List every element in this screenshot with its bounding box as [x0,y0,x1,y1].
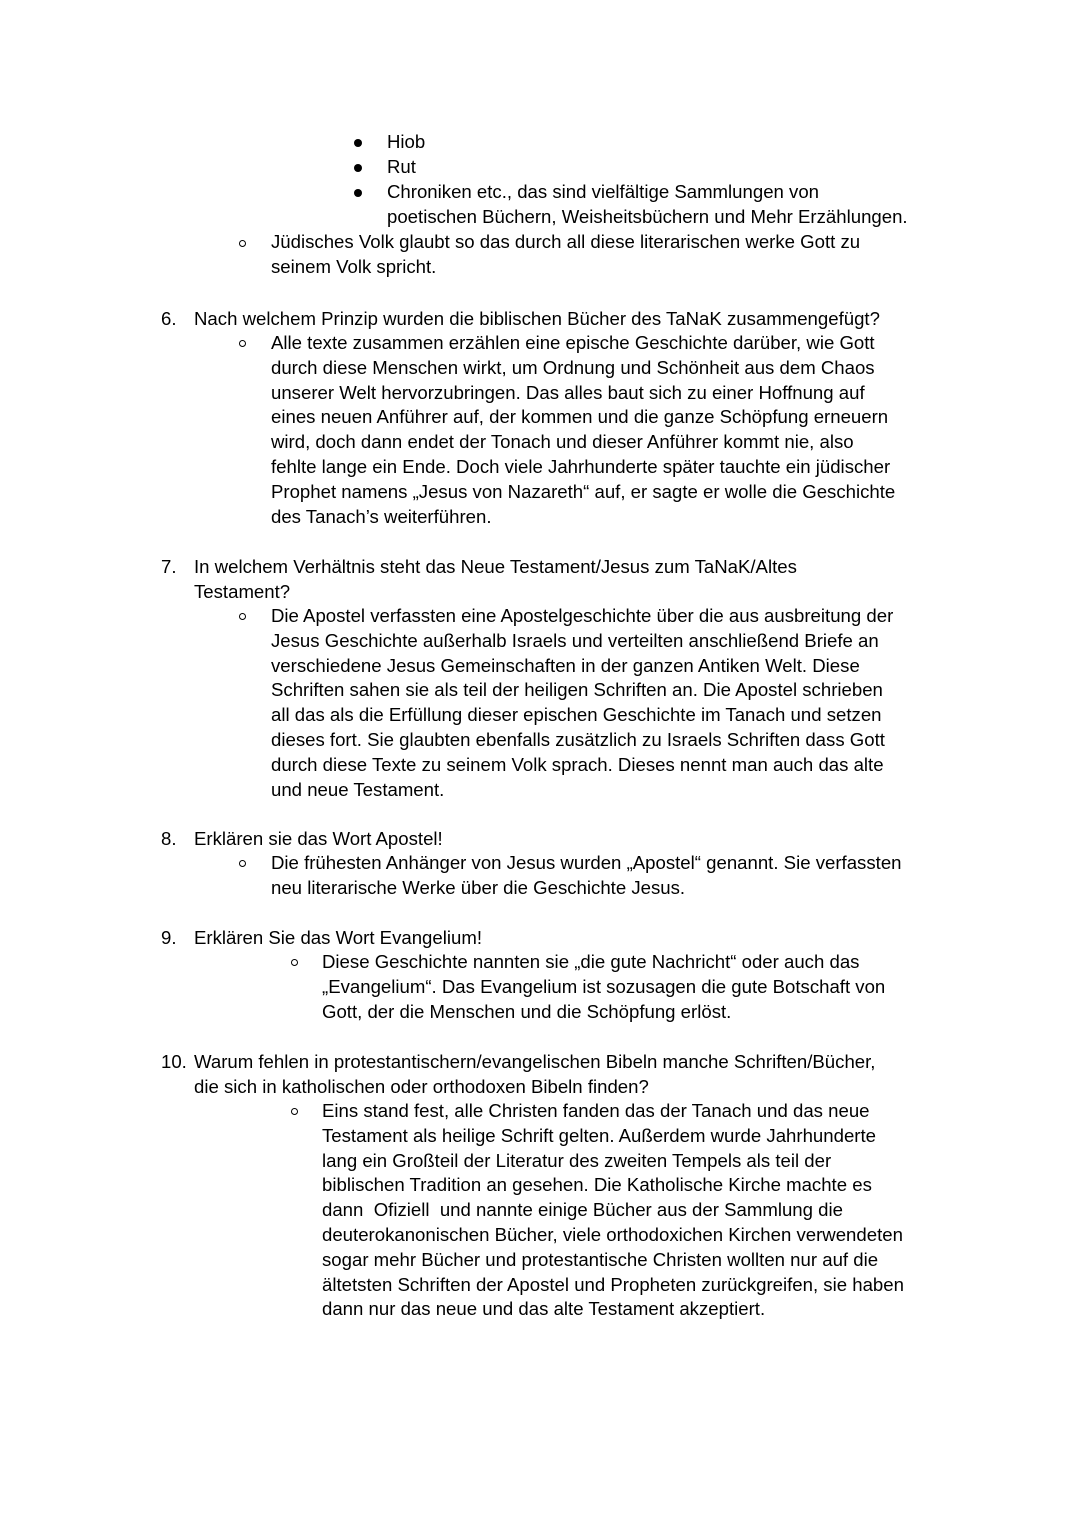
bullet-circle-icon [239,340,246,347]
text-line: eines neuen Anführer auf, der kommen und die ganze Schöpfung erneuern [271,406,889,428]
bullet-circle-icon [291,959,298,966]
text-line: Warum fehlen in protestantischern/evangelischen Bibeln manche Schriften/Bücher, [194,1051,876,1072]
text-line: dann nur das neue und das alte Testament akzeptiert. [322,1298,766,1320]
answer-text [322,950,885,1024]
text-line: „Evangelium“. Das Evangelium ist sozusagen die gute Botschaft von [322,975,886,997]
bullet-circle-icon [239,613,246,620]
text-line: ältetsten Schriften der Apostel und Propheten zurückgreifen, sie haben [322,1273,904,1295]
text-line: all das als die Erfüllung dieser epischen Geschichte im Tanach und setzen [271,704,882,726]
list-item: Rut [387,156,416,177]
text-line: unserer Welt hervorzubringen. Das alles baut sich zu einer Hoffnung auf [271,381,865,403]
text-line: dieses fort. Sie glaubten ebenfalls zusätzlich zu Israels Schriften dass Gott [271,728,885,750]
question-number: 9. [161,927,177,948]
text-line: verschiedene Jesus Gemeinschaften in der ganzen Antiken Welt. Diese [271,654,860,676]
text-line: Die Apostel verfassten eine Apostelgeschichte über die aus ausbreitung der [271,605,894,626]
bullet-circle-icon [239,860,246,867]
question-number: 10. [161,1051,187,1072]
answer-text [322,1099,904,1322]
bullet-dot-icon [354,164,362,172]
text-line: Jesus Geschichte außerhalb Israels und verteilten anschließend Briefe an [271,629,879,651]
text-line: Nach welchem Prinzip wurden die biblischen Bücher des TaNaK zusammengefügt? [194,308,880,329]
bullet-circle-icon [239,240,246,247]
bullet-dot-icon [354,189,362,197]
question-text [194,926,482,951]
text-line: Gott, der die Menschen und die Schöpfung erlöst. [322,1000,732,1022]
text-line: poetischen Büchern, Weisheitsbüchern und Mehr Erzählungen. [387,205,908,227]
text-line: durch diese Menschen wirkt, um Ordnung und Schönheit aus dem Chaos [271,356,875,378]
text-line: Erklären sie das Wort Apostel! [194,828,443,849]
question-number: 7. [161,556,177,577]
question-number: 8. [161,828,177,849]
text-line: die sich in katholischen oder orthodoxen Bibeln finden? [194,1075,649,1097]
text-line: Chroniken etc., das sind vielfältige Sammlungen von [387,181,820,202]
text-line: Alle texte zusammen erzählen eine epische Geschichte darüber, wie Gott [271,332,875,353]
text-line: und neue Testament. [271,778,445,800]
text-line: Eins stand fest, alle Christen fanden das der Tanach und das neue [322,1100,870,1121]
text-line: wird, doch dann endet der Tonach und dieser Anführer kommt nie, also [271,431,854,453]
bullet-dot-icon [354,139,362,147]
question-text [194,1050,875,1100]
text-line: Diese Geschichte nannten sie „die gute Nachricht“ oder auch das [322,951,860,972]
text-line: Prophet namens „Jesus von Nazareth“ auf, er sagte er wolle die Geschichte [271,480,896,502]
list-item: Hiob [387,131,426,152]
question-number: 6. [161,308,177,329]
text-line: sogar mehr Bücher und protestantische Christen wollten nur auf die [322,1248,879,1270]
list-item-chronicles [387,180,908,230]
text-line: neu literarische Werke über die Geschichte Jesus. [271,876,686,898]
text-line: fehlte lange ein Ende. Doch viele Jahrhunderte später tauchte ein jüdischer [271,455,891,477]
question-text [194,555,797,605]
intro-answer [271,230,860,280]
text-line: Schriften sahen sie als teil der heiligen Schriften an. Die Apostel schrieben [271,679,883,701]
text-line: Jüdisches Volk glaubt so das durch all diese literarischen werke Gott zu [271,231,861,252]
question-text [194,827,443,852]
answer-text [271,851,902,901]
text-line: Erklären Sie das Wort Evangelium! [194,927,482,948]
text-line: biblischen Tradition an gesehen. Die Katholische Kirche machte es [322,1174,872,1196]
text-line: dann Ofiziell und nannte einige Bücher aus der Sammlung die [322,1199,843,1221]
text-line: durch diese Texte zu seinem Volk sprach. Dieses nennt man auch das alte [271,753,884,775]
text-line: seinem Volk spricht. [271,255,437,277]
question-text [194,307,880,332]
bullet-circle-icon [291,1108,298,1115]
text-line: des Tanach’s weiterführen. [271,505,492,527]
answer-text [271,604,893,802]
text-line: Testament? [194,580,291,602]
text-line: Die frühesten Anhänger von Jesus wurden „Apostel“ genannt. Sie verfassten [271,852,902,873]
answer-text [271,331,895,529]
text-line: deuterokanonischen Bücher, viele orthodoxichen Kirchen verwendeten [322,1223,903,1245]
text-line: lang ein Großteil der Literatur des zweiten Tempels als teil der [322,1149,832,1171]
text-line: In welchem Verhältnis steht das Neue Testament/Jesus zum TaNaK/Altes [194,556,797,577]
text-line: Testament als heilige Schrift gelten. Außerdem wurde Jahrhunderte [322,1124,876,1146]
